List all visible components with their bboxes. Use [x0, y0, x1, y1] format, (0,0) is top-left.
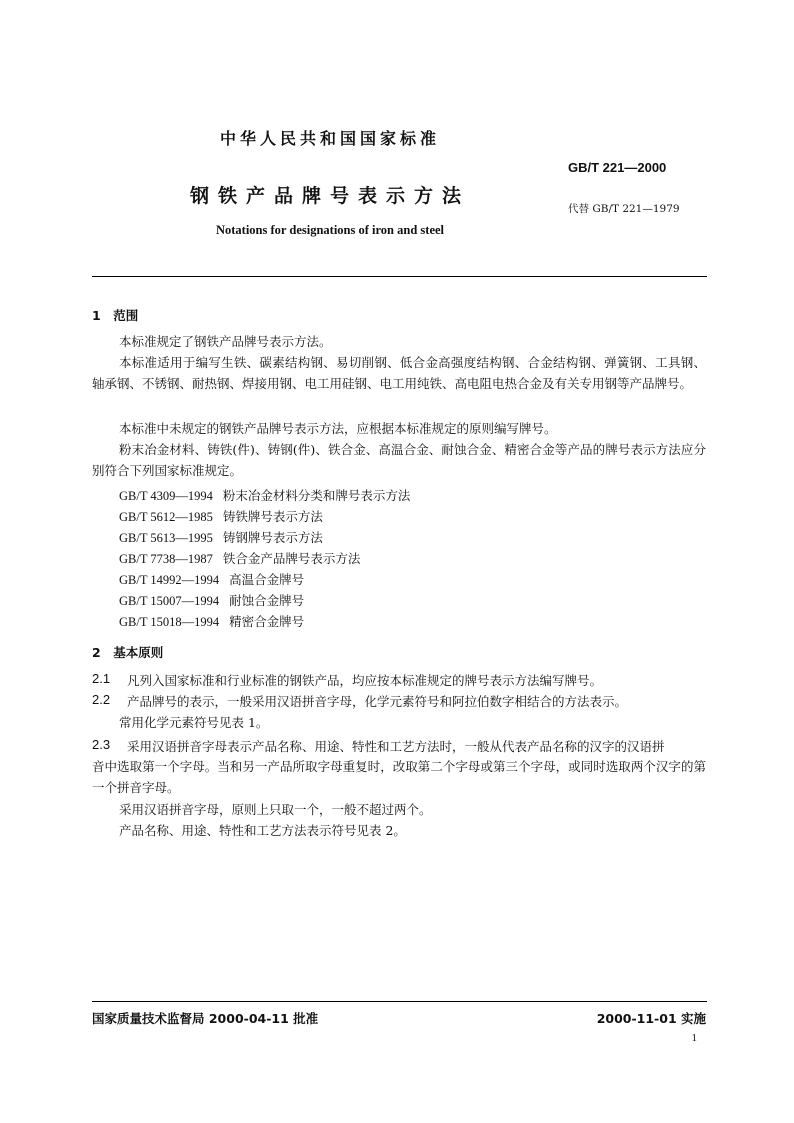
reference-item — [119, 486, 410, 504]
reference-item — [119, 528, 323, 546]
reference-code: GB/T 4309—1994 — [119, 489, 213, 503]
reference-item — [119, 612, 304, 630]
clause-2-3-paragraph-3: 产品名称、用途、特性和工艺方法表示符号见表 2。 — [119, 823, 406, 838]
clause-number-2-3: 2.3 — [92, 737, 111, 752]
reference-item — [119, 549, 360, 567]
reference-item — [119, 507, 323, 525]
effective-date: 2000-11-01 实施 — [596, 1011, 706, 1026]
reference-code: GB/T 7738—1987 — [119, 552, 213, 566]
clause-number-2-2: 2.2 — [92, 692, 111, 707]
clause-2-3-paragraph-2: 采用汉语拼音字母，原则上只取一个，一般不超过两个。 — [119, 802, 432, 817]
clause-number-2-1: 2.1 — [92, 671, 111, 686]
reference-code: GB/T 5612—1985 — [119, 510, 213, 524]
approval-line: 国家质量技术监督局 2000-04-11 批准 — [92, 1011, 319, 1026]
footer-divider — [92, 1001, 707, 1002]
section-1-paragraph-3: 本标准中未规定的钢铁产品牌号表示方法，应根据本标准规定的原则编写牌号。 — [119, 421, 557, 436]
section-1-paragraph-2: 本标准适用于编写生铁、碳素结构钢、易切削钢、低合金高强度结构钢、合金结构钢、弹簧钢、工具钢、轴承钢、不锈钢、耐热钢、焊接用钢、电工用硅钢、电工用纯铁、高电阻电热合金及有关专用钢等产品牌号。 — [92, 355, 706, 391]
reference-title: 高温合金牌号 — [229, 572, 305, 587]
reference-item — [119, 570, 304, 588]
section-1-paragraph-1: 本标准规定了钢铁产品牌号表示方法。 — [119, 334, 332, 349]
reference-code: GB/T 15018—1994 — [119, 615, 220, 629]
document-title: 钢铁产品牌号表示方法 — [189, 185, 470, 207]
issuing-body-title: 中华人民共和国国家标准 — [219, 129, 440, 148]
page-number: 1 — [691, 1032, 697, 1044]
reference-title: 铁合金产品牌号表示方法 — [222, 551, 361, 566]
header-divider — [92, 276, 707, 277]
reference-item — [119, 591, 304, 609]
reference-title: 耐蚀合金牌号 — [229, 593, 305, 608]
clause-2-1-text: 凡列入国家标准和行业标准的钢铁产品，均应按本标准规定的牌号表示方法编写牌号。 — [127, 673, 603, 688]
reference-code: GB/T 14992—1994 — [119, 573, 220, 587]
reference-title: 铸铁牌号表示方法 — [222, 509, 323, 524]
section-1-heading: 1 范围 — [92, 308, 139, 323]
clause-2-3-continuation: 音中选取第一个字母。当和另一产品所取字母重复时，改取第二个字母或第三个字母，或同时选取两个汉字的第一个拼音字母。 — [92, 759, 706, 795]
clause-2-3-text: 采用汉语拼音字母表示产品名称、用途、特性和工艺方法时，一般从代表产品名称的汉字的汉语拼 — [127, 739, 665, 754]
reference-title: 精密合金牌号 — [229, 614, 305, 629]
clause-2-2-text: 产品牌号的表示，一般采用汉语拼音字母，化学元素符号和阿拉伯数字相结合的方法表示。 — [127, 694, 628, 709]
clause-2-2-subtext: 常用化学元素符号见表 1。 — [119, 715, 269, 730]
reference-code: GB/T 5613—1995 — [119, 531, 213, 545]
reference-title: 粉末冶金材料分类和牌号表示方法 — [222, 488, 411, 503]
reference-code: GB/T 15007—1994 — [119, 594, 220, 608]
reference-title: 铸钢牌号表示方法 — [222, 530, 323, 545]
standard-number: GB/T 221—2000 — [568, 160, 667, 175]
english-title: Notations for designations of iron and steel — [215, 223, 445, 237]
section-2-heading: 2 基本原则 — [92, 645, 164, 660]
section-1-paragraph-4: 粉末冶金材料、铸铁(件)、铸钢(件)、铁合金、高温合金、耐蚀合金、精密合金等产品的牌号表示方法应分别符合下列国家标准规定。 — [92, 442, 706, 478]
replaces-standard: 代替 GB/T 221—1979 — [568, 203, 680, 215]
